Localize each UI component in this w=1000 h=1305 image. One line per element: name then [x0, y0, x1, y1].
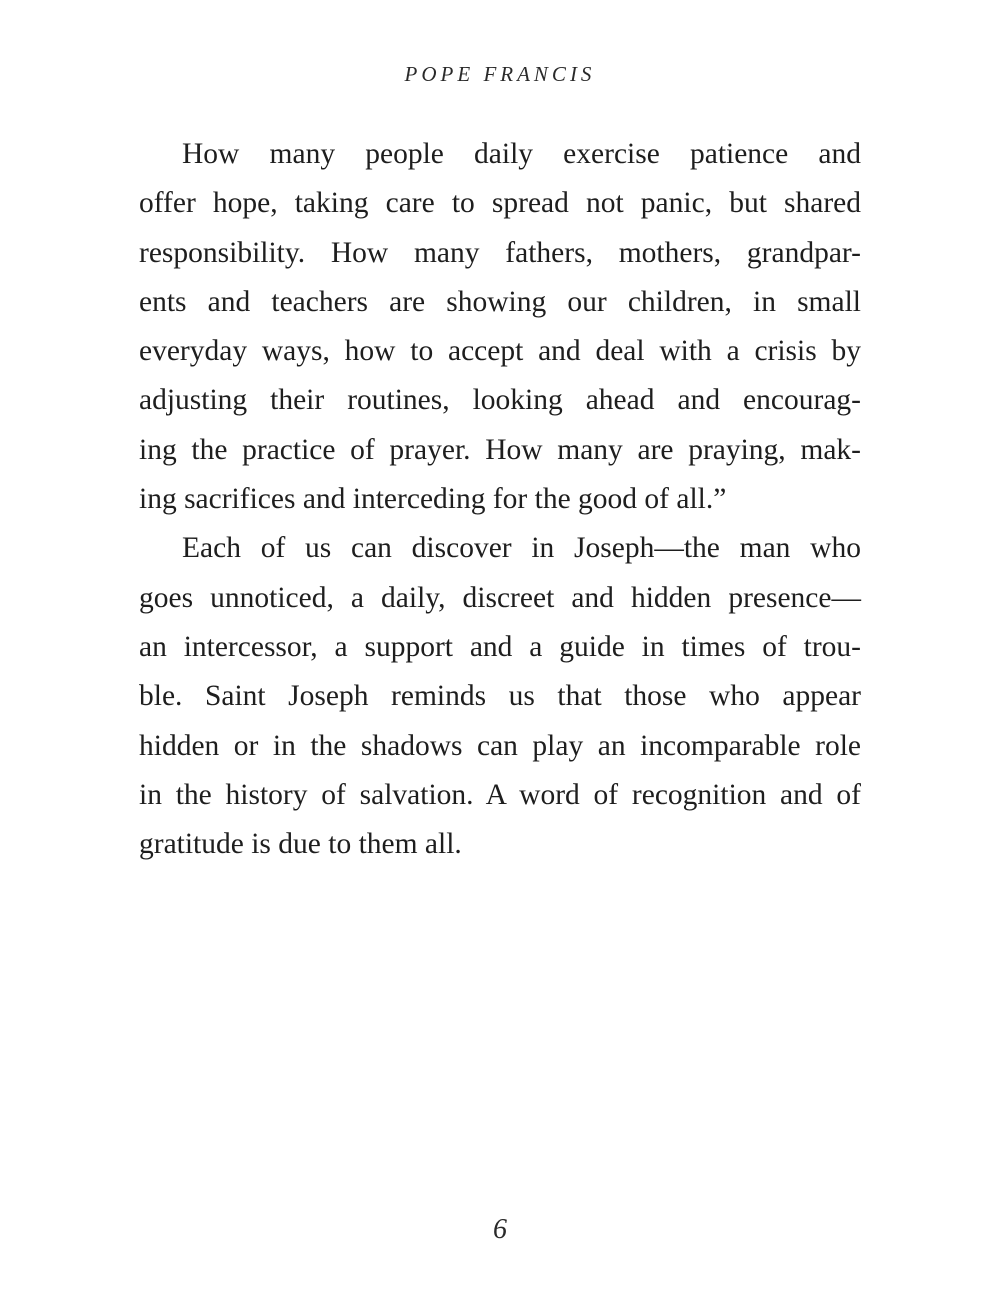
- text-line: gratitude is due to them all.: [139, 828, 462, 861]
- text-line: ents and teachers are showing our children, in small: [139, 285, 861, 318]
- text-line: offer hope, taking care to spread not panic, but shared: [139, 187, 861, 220]
- text-line: in the history of salvation. A word of recognition and of: [139, 778, 861, 811]
- text-line: responsibility. How many fathers, mothers, grandpar-: [139, 236, 861, 269]
- text-line: Each of us can discover in Joseph—the man who: [182, 532, 861, 565]
- paragraph-2: [139, 524, 861, 869]
- paragraph-1: [139, 130, 861, 524]
- text-line: hidden or in the shadows can play an incomparable role: [139, 729, 861, 762]
- text-line: goes unnoticed, a daily, discreet and hidden presence—: [139, 581, 861, 614]
- text-line: How many people daily exercise patience and: [182, 138, 861, 170]
- text-line: ble. Saint Joseph reminds us that those who appear: [139, 680, 861, 713]
- body-text: [139, 130, 861, 869]
- text-line: an intercessor, a support and a guide in times of trou-: [139, 630, 861, 663]
- text-line: ing sacrifices and interceding for the good of all.”: [139, 483, 727, 516]
- running-head: POPE FRANCIS: [404, 62, 596, 86]
- page-number: 6: [493, 1214, 507, 1245]
- text-line: ing the practice of prayer. How many are praying, mak-: [139, 433, 861, 466]
- text-line: everyday ways, how to accept and deal with a crisis by: [139, 335, 861, 368]
- text-line: adjusting their routines, looking ahead and encourag-: [139, 384, 861, 417]
